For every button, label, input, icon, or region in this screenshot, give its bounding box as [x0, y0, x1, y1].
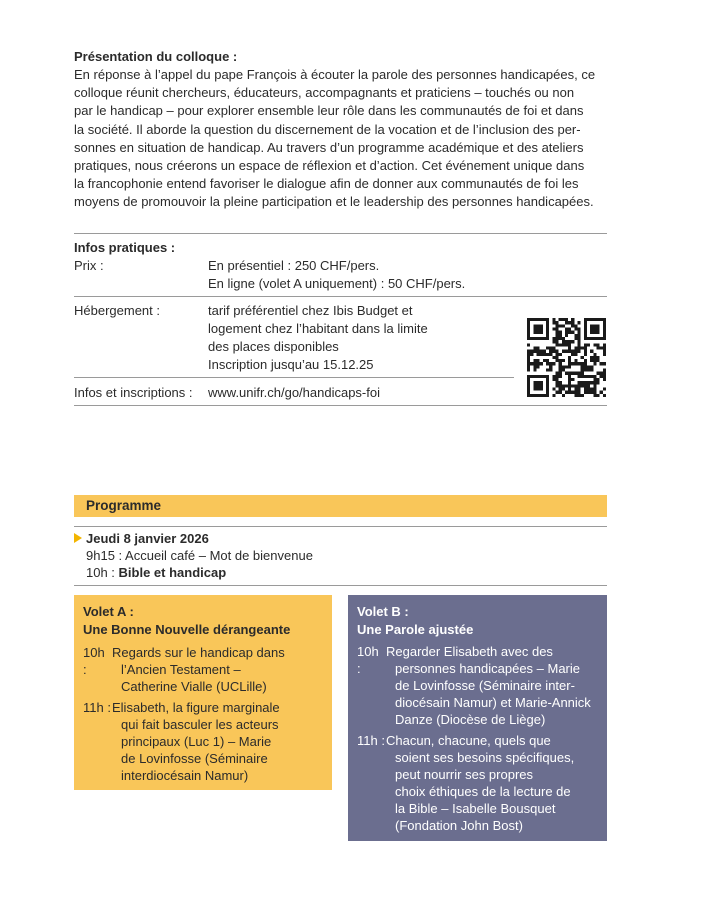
session-text: personnes handicapées – Marie — [395, 661, 581, 676]
session-text: la Bible – Isabelle Bousquet — [395, 801, 556, 816]
session-text: (Fondation John Bost) — [395, 818, 523, 833]
session-time: 11h : — [83, 700, 111, 715]
divider — [74, 405, 607, 406]
presentation-line: sonnes en situation de handicap. Au travers d’un programme académique et des ateliers — [74, 139, 584, 155]
hebergement-label: Hébergement : — [74, 303, 160, 318]
inscriptions-link[interactable]: www.unifr.ch/go/handicaps-foi — [208, 385, 380, 400]
prix-value-2: En ligne (volet A uniquement) : 50 CHF/pers. — [208, 276, 466, 291]
session-time: 11h : — [357, 733, 385, 748]
programme-title: Programme — [86, 498, 162, 513]
volet-b-session-2 — [357, 732, 575, 833]
session-text: qui fait basculer les acteurs — [121, 717, 279, 732]
programme-line-time: 10h : — [86, 565, 119, 580]
triangle-bullet-icon — [74, 533, 82, 543]
session-text: Regarder Elisabeth avec des — [386, 644, 553, 659]
presentation-line: En réponse à l’appel du pape François à écouter la parole des personnes handicapées, ce — [74, 67, 596, 82]
prix-label: Prix : — [74, 258, 104, 273]
divider — [74, 377, 514, 378]
presentation-heading: Présentation du colloque : — [74, 49, 238, 64]
session-text: soient ses besoins spécifiques, — [395, 750, 575, 765]
divider — [74, 585, 607, 586]
hebergement-value-4: Inscription jusqu’au 15.12.25 — [208, 357, 374, 372]
volet-a-title: Une Bonne Nouvelle dérangeante — [83, 622, 291, 637]
programme-day: Jeudi 8 janvier 2026 — [86, 531, 209, 546]
volet-b-session-1 — [357, 643, 591, 727]
volet-a-session-1 — [83, 644, 285, 694]
session-time: 10h : — [357, 644, 379, 676]
presentation-body — [74, 66, 607, 212]
volet-a-box — [74, 595, 332, 790]
hebergement-value-1: tarif préférentiel chez Ibis Budget et — [208, 303, 413, 318]
session-text: Danze (Diocèse de Liège) — [395, 712, 546, 727]
divider — [74, 233, 607, 234]
session-text: Elisabeth, la figure marginale — [112, 700, 280, 715]
programme-line-topic: Bible et handicap — [118, 565, 227, 580]
presentation-line: moyens de promouvoir la pleine participation et le leadership des personnes handicapées. — [74, 194, 594, 210]
programme-line-bible — [86, 564, 226, 581]
session-text: interdiocésain Namur) — [121, 768, 249, 783]
hebergement-value-3: des places disponibles — [208, 339, 339, 354]
volet-a-label: Volet A : — [83, 604, 134, 619]
session-text: Regards sur le handicap dans — [112, 645, 285, 660]
volet-b-box — [348, 595, 607, 841]
qr-code-icon[interactable] — [527, 318, 606, 397]
volet-b-title: Une Parole ajustée — [357, 622, 474, 637]
inscriptions-label: Infos et inscriptions : — [74, 385, 193, 400]
session-text: choix éthiques de la lecture de — [395, 784, 571, 799]
session-text: Chacun, chacune, quels que — [386, 733, 551, 748]
session-time: 10h : — [83, 645, 105, 677]
session-text: Catherine Vialle (UCLille) — [121, 679, 267, 694]
programme-line-accueil: 9h15 : Accueil café – Mot de bienvenue — [86, 548, 313, 563]
presentation-line: la société. Il aborde la question du discernement de la vocation et de l’inclusion des per- — [74, 121, 581, 137]
session-text: peut nourrir ses propres — [395, 767, 534, 782]
hebergement-value-2: logement chez l’habitant dans la limite — [208, 321, 428, 336]
presentation-line: pratiques, nous créerons un espace de réflexion et d’action. Cet événement unique dans — [74, 158, 585, 174]
volet-b-label: Volet B : — [357, 604, 409, 619]
session-text: de Lovinfosse (Séminaire inter- — [395, 678, 575, 693]
session-text: de Lovinfosse (Séminaire — [121, 751, 268, 766]
presentation-line: la francophonie entend favoriser le dialogue afin de donner aux communautés de foi les — [74, 176, 579, 192]
prix-value-1: En présentiel : 250 CHF/pers. — [208, 258, 380, 273]
infos-heading: Infos pratiques : — [74, 240, 176, 255]
divider — [74, 526, 607, 527]
session-text: diocésain Namur) et Marie-Annick — [395, 695, 591, 710]
divider — [74, 296, 607, 297]
presentation-line: colloque réunit chercheurs, éducateurs, accompagnants et praticiens – touchés ou non — [74, 85, 575, 101]
presentation-line: par le handicap – pour explorer ensemble leur rôle dans les communautés de foi et dans — [74, 103, 584, 119]
session-text: l’Ancien Testament – — [121, 662, 241, 677]
session-text: principaux (Luc 1) – Marie — [121, 734, 272, 749]
volet-a-session-2 — [83, 699, 280, 783]
